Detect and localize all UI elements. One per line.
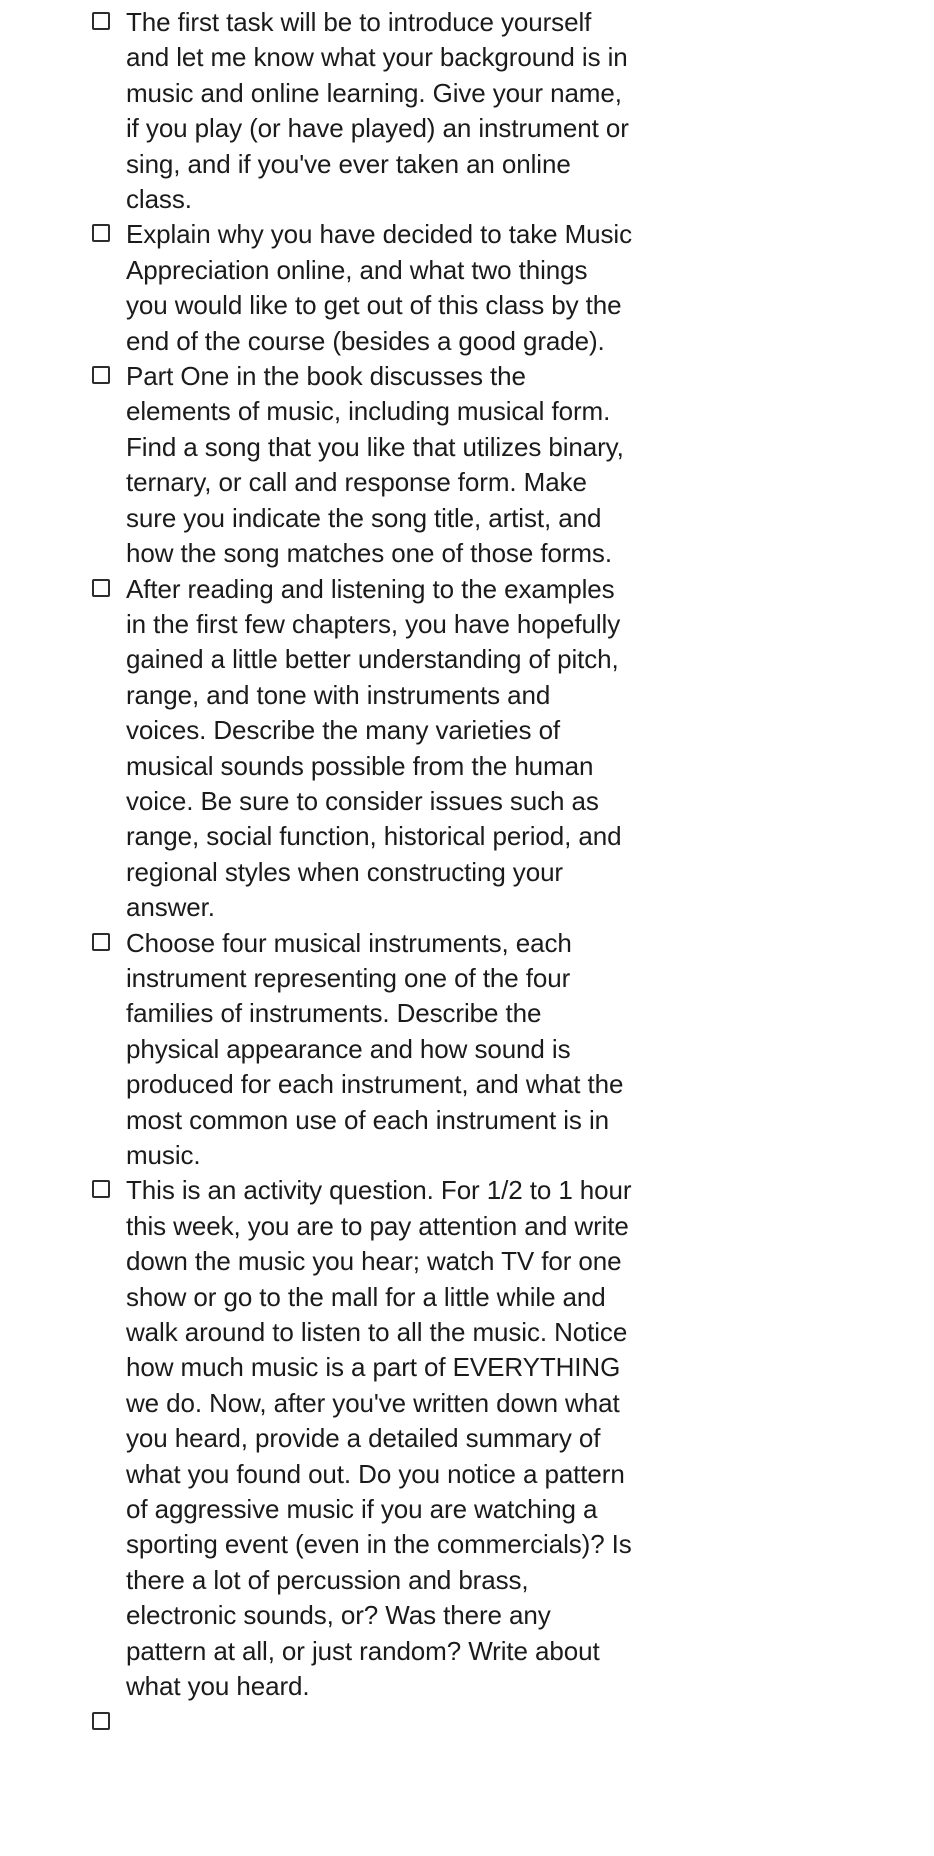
- checklist-item-text: Explain why you have decided to take Music Appreciation online, and what two things you would like to get out of this class by the end of the course (besides a good grade).: [126, 219, 632, 356]
- checklist-item: [92, 217, 632, 359]
- checkbox[interactable]: [92, 1712, 110, 1730]
- checkbox[interactable]: [92, 1180, 110, 1198]
- checklist-item: [92, 359, 632, 571]
- checklist-item: [92, 1173, 632, 1704]
- task-checklist: [92, 5, 632, 1730]
- checklist-item-text: Choose four musical instruments, each instrument representing one of the four families of instruments. Describe the physical appearance and how sound is produced for each instrument, and what the most common use of each instrument is in music.: [126, 927, 624, 1170]
- checkbox[interactable]: [92, 366, 110, 384]
- checklist-item-text: This is an activity question. For 1/2 to 1 hour this week, you are to pay attention and write down the music you hear; watch TV for one show or go to the mall for a little while and walk around to listen to all the music. Notice how much music is a part of EVERYTHING we do. Now, after you've written down what you heard, provide a detailed summary of what you found out. Do you notice a pattern of aggressive music if you are watching a sporting event (even in the commercials)? Is there a lot of percussion and brass, electronic sounds, or? Was there any pattern at all, or just random? Write about what you heard.: [126, 1175, 632, 1702]
- checklist-item: [92, 572, 632, 926]
- checklist-item: [92, 5, 632, 217]
- checklist-item-empty: [92, 1705, 632, 1730]
- checklist-item-text: The first task will be to introduce yourself and let me know what your background is in music and online learning. Give your name, if you play (or have played) an instrument or sing, and if you've ever taken an online class.: [126, 7, 629, 215]
- checkbox[interactable]: [92, 933, 110, 951]
- checkbox[interactable]: [92, 579, 110, 597]
- checklist-item-text: After reading and listening to the examples in the first few chapters, you have hopefully gained a little better understanding of pitch, range, and tone with instruments and voices. Describe the many varieties of musical sounds possible from the human voice. Be sure to consider issues such as range, social function, historical period, and regional styles when constructing your answer.: [126, 573, 622, 923]
- checkbox[interactable]: [92, 224, 110, 242]
- checklist-item-text: Part One in the book discusses the elements of music, including musical form. Find a song that you like that utilizes binary, ternary, or call and response form. Make sure you indicate the song title, artist, and how the song matches one of those forms.: [126, 361, 624, 569]
- checkbox[interactable]: [92, 12, 110, 30]
- checklist-item: [92, 926, 632, 1174]
